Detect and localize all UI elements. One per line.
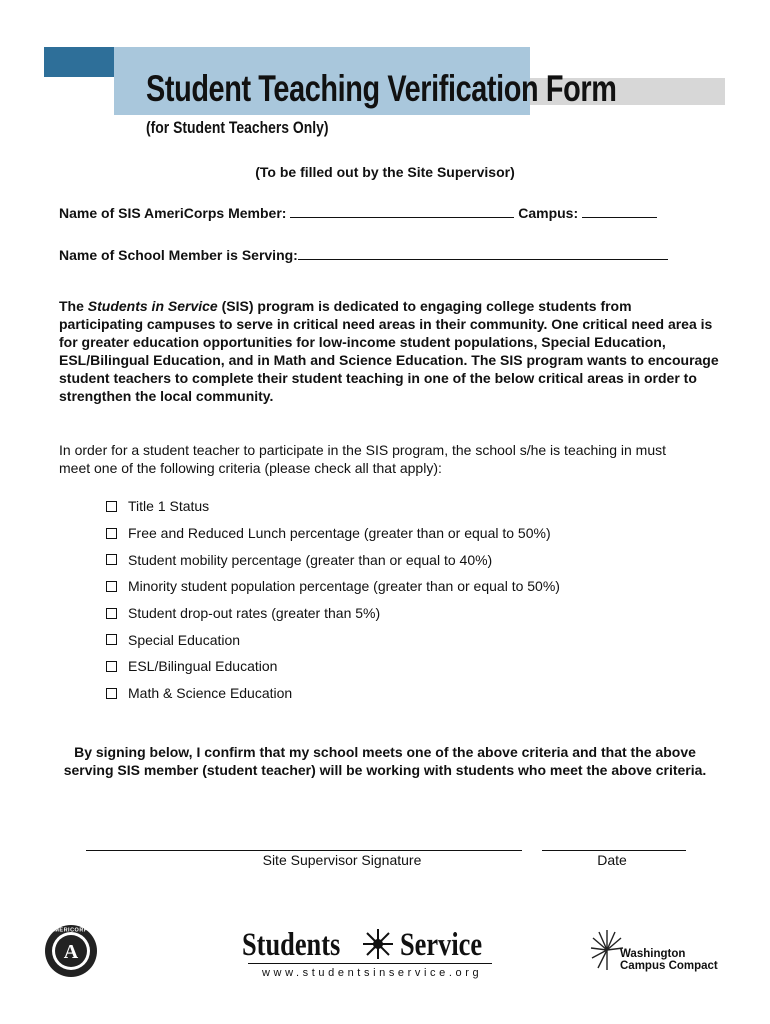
checkbox[interactable] [106, 688, 117, 699]
wcc-logo-text: Washington Campus Compact [620, 948, 718, 972]
checkbox[interactable] [106, 528, 117, 539]
checkbox[interactable] [106, 608, 117, 619]
svg-text:AMERICORPS: AMERICORPS [49, 927, 93, 934]
campus-label: Campus: [518, 205, 579, 221]
criteria-item: Free and Reduced Lunch percentage (greater than or equal to 50%) [106, 520, 560, 547]
sis-logo-students: Students [242, 927, 341, 963]
checkbox[interactable] [106, 634, 117, 645]
checkbox[interactable] [106, 581, 117, 592]
checkbox[interactable] [106, 501, 117, 512]
americorps-logo [44, 924, 98, 978]
form-subtitle: (for Student Teachers Only) [146, 118, 329, 137]
program-name: Students in Service [87, 298, 218, 314]
date-label: Date [597, 852, 627, 868]
criteria-item: Student drop-out rates (greater than 5%) [106, 600, 560, 627]
school-name-label: Name of School Member is Serving: [59, 247, 298, 263]
supervisor-signature-label: Site Supervisor Signature [262, 852, 422, 868]
school-name-row [59, 245, 668, 263]
supervisor-signature-line[interactable] [86, 850, 522, 851]
sis-logo-rule [248, 963, 492, 964]
confirmation-statement: By signing below, I confirm that my school meets one of the above criteria and that the above serving SIS member (student teacher) will be working with students who meet the above criteria. [63, 744, 707, 778]
member-name-row [59, 203, 657, 221]
checkbox[interactable] [106, 554, 117, 565]
criteria-item: Math & Science Education [106, 680, 560, 707]
sis-logo-url: www.studentsinservice.org [262, 967, 483, 979]
campus-field[interactable] [582, 203, 657, 218]
criteria-item: Student mobility percentage (greater than or equal to 40%) [106, 546, 560, 573]
member-name-label: Name of SIS AmeriCorps Member: [59, 205, 287, 221]
checkbox[interactable] [106, 661, 117, 672]
criteria-item: Title 1 Status [106, 493, 560, 520]
americorps-seal-icon [44, 924, 98, 978]
sunburst-icon [360, 927, 396, 961]
criteria-item: Special Education [106, 626, 560, 653]
fill-instructions: (To be filled out by the Site Supervisor) [255, 164, 515, 180]
sis-logo-service: Service [400, 927, 483, 963]
svg-text:A: A [63, 941, 79, 963]
form-title: Student Teaching Verification Form [146, 68, 617, 109]
students-in-service-logo [242, 927, 492, 982]
criteria-list [106, 493, 560, 707]
date-line[interactable] [542, 850, 686, 851]
school-name-field[interactable] [298, 245, 668, 260]
criteria-item: ESL/Bilingual Education [106, 653, 560, 680]
member-name-field[interactable] [290, 203, 514, 218]
starburst-icon [590, 928, 624, 972]
criteria-intro: In order for a student teacher to participate in the SIS program, the school s/he is teaching in must meet one of the following criteria (please check all that apply): [59, 442, 666, 476]
washington-campus-compact-logo [590, 928, 730, 972]
program-description: The Students in Service (SIS) program is dedicated to engaging college students from participating campuses to serve in critical need areas in their community. One critical need area is for greater education opportunities for low-income student populations, Special Education, ESL/Bilingual Education, and in Math and Science Education. The SIS program wants to encourage student teachers to complete their student teaching in one of the below critical areas in order to strengthen the local community. [59, 298, 719, 404]
criteria-item: Minority student population percentage (greater than or equal to 50%) [106, 573, 560, 600]
